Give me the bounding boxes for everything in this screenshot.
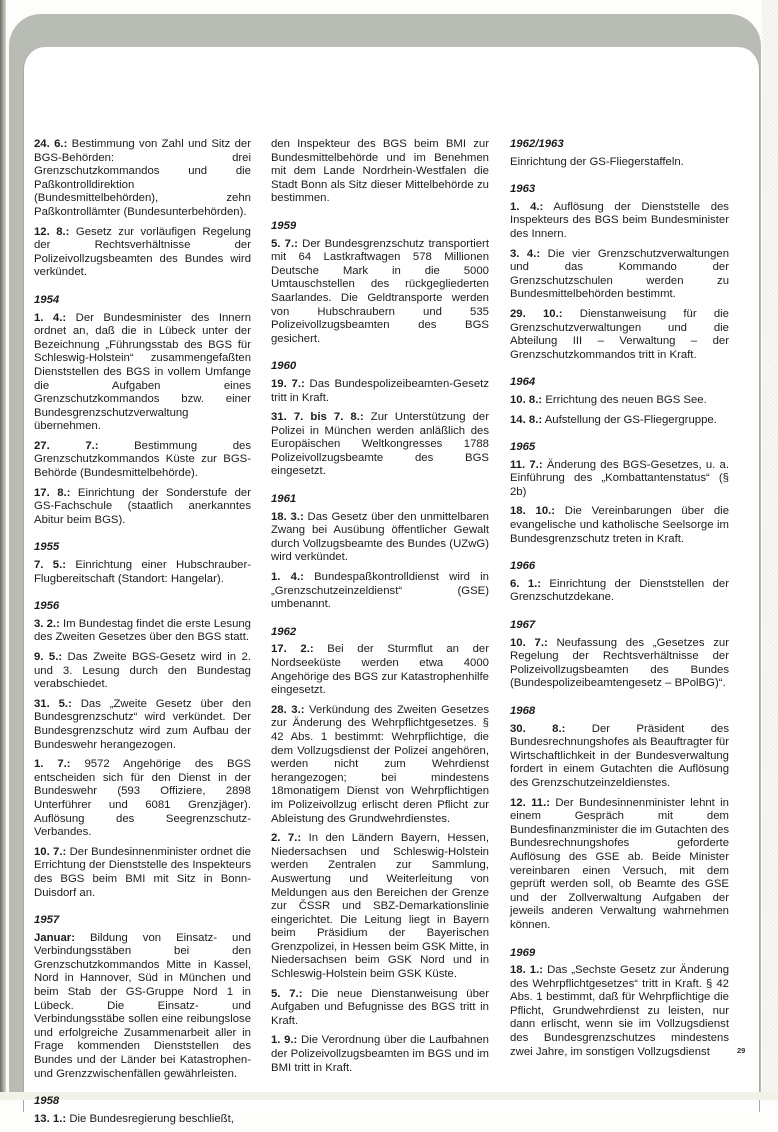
- entry-date: 18. 3.:: [271, 510, 304, 523]
- year-heading: 1964: [510, 376, 536, 389]
- entry-text: Das Bundespolizeibeamten-Gesetz tritt in Kraft.: [271, 377, 489, 404]
- entry-date: 31. 7. bis 7. 8.:: [271, 411, 364, 424]
- entry-date: 1. 4.:: [34, 311, 67, 324]
- entry-text: Auflösung der Dienststelle des Inspekteurs des BGS beim Bundesminister des Innern.: [510, 200, 729, 240]
- timeline-entry: [510, 414, 729, 428]
- year-heading: 1955: [34, 541, 60, 554]
- entry-text: Die Vereinbarungen über die evangelische und katholische Seelsorge im Bundesgrenzschutz treten in Kraft.: [510, 505, 729, 545]
- entry-text: Das „Sechste Gesetz zur Änderung des Wehrpflichtgesetzes“ tritt in Kraft. § 42 Abs. 1 bestimmt, daß für Wehrpflichtige die Pflicht, Grundwehrdienst zu leisten, nur dann erlischt, wenn sie im Vollzugsdienst des Bundesgrenzschutzes mindestens zwei Jahre, im sonstigen Vollzugsdienst: [510, 964, 729, 1058]
- year-heading: 1963: [510, 183, 536, 196]
- entry-date: 28. 3.:: [271, 703, 305, 716]
- entry-text: Die vier Grenzschutzverwaltungen und das Kommando der Grenzschutzschulen werden zu Bundesmittelbehörden bestimmt.: [510, 247, 730, 301]
- year-heading: 1965: [510, 441, 536, 454]
- entry-date: 31. 5.:: [34, 697, 72, 710]
- year-heading: 1966: [510, 560, 536, 573]
- entry-date: 17. 2.:: [271, 643, 314, 656]
- entry-text: Gesetz zur vorläufigen Regelung der Rechtsverhältnisse der Polizeivollzugsbeamten des Bundes wird verkündet.: [34, 225, 251, 279]
- timeline-entry: [510, 394, 729, 408]
- timeline-entry: [271, 378, 489, 405]
- timeline-entry: [271, 704, 489, 826]
- timeline-entry: [271, 988, 489, 1029]
- year-heading: 1968: [510, 705, 536, 717]
- entry-date: 1. 7.:: [34, 758, 71, 771]
- timeline-entry: [510, 578, 729, 605]
- entry-date: 10. 7.:: [510, 636, 548, 649]
- timeline-entry: [510, 797, 729, 933]
- entry-date: 24. 6.:: [34, 138, 68, 150]
- entry-text: Einrichtung der Sonderstufe der GS-Fachschule (staatlich anerkanntes Abitur beim BGS).: [34, 486, 251, 526]
- entry-text: 9572 Angehörige des BGS entscheiden sich für den Dienst in der Bundeswehr (593 Offiziere, 2898 Unterführer und 6081 Grenzjäger). Auflösung des Seegrenzschutz-Verbandes.: [34, 758, 251, 839]
- entry-text: In den Ländern Bayern, Hessen, Niedersachsen und Schleswig-Holstein werden Zentralen zur Sammlung, Auswertung und Weiterleitung von Meldungen aus den Bereichen der Grenze zur ČSSR und SBZ-Demarkationslinie eingerichtet. Die Leitung liegt in Bayern beim Präsidium der Bayerischen Grenzpolizei, in Hessen beim GSK Mitte, in Niedersachsen beim GSK Nord und in Schleswig-Holstein beim GSK Küste.: [271, 832, 490, 981]
- timeline-entry: [271, 1034, 489, 1075]
- entry-date: 18. 1.:: [510, 964, 544, 977]
- timeline-entry: [34, 312, 251, 434]
- timeline-entry: [34, 932, 251, 1082]
- entry-date: 17. 8.:: [34, 486, 71, 499]
- timeline-entry: [34, 758, 251, 840]
- entry-text: Einrichtung der Dienststellen der Grenzschutzdekane.: [510, 577, 729, 604]
- timeline-entry: [34, 846, 251, 900]
- timeline-entry: [510, 723, 729, 791]
- entry-text: Die Bundesregierung beschließt,: [66, 1112, 234, 1125]
- entry-text: Die neue Dienstanweisung über Aufgaben und Befugnisse des BGS tritt in Kraft.: [271, 987, 489, 1027]
- timeline-entry: [34, 226, 251, 280]
- timeline-entry: [34, 138, 251, 220]
- entry-text: Neufassung des „Gesetzes zur Regelung der Rechtsverhältnisse der Polizeivollzugsbeamten des Bundes (Bundespolizeibeamtengesetz – BPolBG)“.: [510, 636, 729, 690]
- entry-date: 29. 10.:: [510, 307, 563, 320]
- timeline-entry: [34, 487, 251, 528]
- timeline-entry: [271, 571, 489, 612]
- entry-date: 9. 5.:: [34, 651, 63, 663]
- page-binding-edge: [0, 0, 6, 1100]
- entry-date: 11. 7.:: [510, 458, 543, 471]
- year-heading: 1961: [271, 493, 297, 506]
- entry-date: 10. 7.:: [34, 845, 67, 858]
- entry-text: Bundespaßkontrolldienst wird in „Grenzschutzeinzeldienst“ (GSE) umbenannt.: [271, 571, 489, 611]
- timeline-entry: [510, 459, 729, 500]
- year-heading: 1962/1963: [510, 138, 564, 150]
- timeline-entry: [510, 637, 729, 691]
- year-heading: 1958: [34, 1095, 60, 1108]
- year-heading: 1960: [271, 360, 297, 373]
- year-heading: 1954: [34, 293, 60, 306]
- entry-text: Der Bundesinnenminister lehnt in einem Gespräch mit dem Bundesfinanzminister die im Gutachten des Bundesrechnungshofes geforderte Auflösung des GSE ab. Beide Minister vereinbaren einen Versuch, mit dem geprüft werden soll, ob Beamte des GSE und der Zollverwaltung Aufgaben der jeweils anderen Verwaltung wahrnehmen können.: [510, 796, 729, 931]
- timeline-entry: [34, 698, 251, 752]
- entry-text: Bei der Sturmflut an der Nordseeküste werden etwa 4000 Angehörige des BGS zur Katastrophenhilfe eingesetzt.: [271, 643, 489, 697]
- timeline-entry: [271, 832, 489, 982]
- timeline-entry: [510, 248, 729, 302]
- timeline-entry: [271, 411, 489, 479]
- timeline-entry: [510, 201, 729, 242]
- entry-date: 10. 8.:: [510, 393, 543, 406]
- entry-text: Die Verordnung über die Laufbahnen der Polizeivollzugsbeamten im BGS und im BMI tritt in Kraft.: [271, 1034, 489, 1074]
- timeline-entry: [271, 511, 489, 565]
- year-heading: 1959: [271, 219, 297, 232]
- page-number: 29: [737, 1046, 746, 1055]
- entry-date: 1. 4.:: [510, 200, 544, 213]
- year-heading: 1956: [34, 600, 60, 613]
- entry-text: Änderung des BGS-Gesetzes, u. a. Einführung des „Kombattantenstatus“ (§ 2b): [510, 458, 729, 498]
- entry-text: Dienstanweisung für die Grenzschutzverwaltungen und die Abteilung III – Verwaltung – der Grenzschutzkommandos tritt in Kraft.: [510, 307, 729, 361]
- entry-date: 30. 8.:: [510, 722, 566, 735]
- year-heading: 1969: [510, 946, 536, 959]
- entry-date: 3. 2.:: [34, 617, 60, 630]
- timeline-entry: [34, 559, 251, 586]
- year-heading: 1967: [510, 619, 536, 632]
- timeline-entry: [34, 651, 251, 692]
- entry-text: Zur Unterstützung der Polizei in München werden anläßlich des Europäischen Weltkongresses 1788 Polizeivollzugsbeamte des BGS eingesetzt.: [271, 411, 489, 478]
- adjacent-page-edge: [762, 0, 778, 1100]
- entry-text: den Inspekteur des BGS beim BMI zur Bundesmittelbehörde und im Benehmen mit dem Lande Nordrhein-Westfalen die Stadt Bonn als Sitz dieser Mittelbehörde zu bestimmen.: [271, 138, 489, 205]
- entry-date: Januar:: [34, 931, 75, 944]
- entry-text: Der Bundesminister des Innern ordnet an, daß die in Lübeck unter der Bezeichnung „Führungsstab des BGS für Schleswig-Holstein“ zusammengefaßten Dienststellen des BGS in vollem Umfange die Aufgaben eines Grenzschutzkommandos bzw. einer Bundesgrenzschutzverwaltung übernehmen.: [34, 311, 251, 433]
- timeline-entry: [34, 618, 251, 645]
- year-heading: 1957: [34, 914, 60, 927]
- entry-text: Das Gesetz über den unmittelbaren Zwang bei Ausübung öffentlicher Gewalt durch Vollzugsbeamte des Bundes (UZwG) wird verkündet.: [271, 510, 489, 564]
- entry-text: Verkündung des Zweiten Gesetzes zur Änderung des Wehrpflichtgesetzes. § 42 Abs. 1 bestimmt: Wehrpflichtige, die dem Vollzugsdienst der Polizei angehören, werden nicht zum Wehrdienst herangezogen; bei mindestens 18monatigem Dienst von Wehrpflichtigen im Polizeivollzug erlischt deren Pflicht zur Ableistung des Grundwehrdienstes.: [271, 703, 489, 825]
- entry-date: 5. 7.:: [271, 987, 303, 1000]
- column-2: [271, 138, 489, 1081]
- column-3: [510, 138, 729, 1065]
- entry-text: Das Zweite BGS-Gesetz wird in 2. und 3. Lesung durch den Bundestag verabschiedet.: [34, 651, 251, 691]
- entry-date: 1. 4.:: [271, 571, 304, 584]
- column-1: [34, 138, 251, 1132]
- entry-text: Errichtung des neuen BGS See.: [542, 393, 707, 406]
- entry-text: Einrichtung der GS-Fliegerstaffeln.: [510, 155, 684, 168]
- entry-text: Das „Zweite Gesetz über den Bundesgrenzschutz“ wird verkündet. Der Bundesgrenzschutz wird zum Aufbau der Bundeswehr herangezogen.: [34, 697, 251, 751]
- year-heading: 1962: [271, 625, 297, 638]
- entry-text: Bildung von Einsatz- und Verbindungsstäben bei den Grenzschutzkommandos Mitte in Kassel, Nord in Hannover, Süd in München und beim Stab der GS-Gruppe Nord 1 in Lübeck. Die Einsatz- und Verbindungsstäbe sollen eine reibungslose und erfolgreiche Zusammenarbeit aller in Frage kommenden Dienststellen des Bundes und der Länder bei Katastrophen- und Grenzzwischenfällen gewährleisten.: [34, 931, 251, 1080]
- timeline-entry: [510, 505, 729, 546]
- entry-text: Der Bundesgrenzschutz transportiert mit 64 Lastkraftwagen 578 Millionen Deutsche Mark in die 5000 Umtauschstellen des rückgegliederten Saarlandes. Die Geldtransporte werden von Hubschraubern und 535 Polizeivollzugsbeamten des BGS gesichert.: [271, 237, 489, 345]
- timeline-entry: [510, 156, 729, 170]
- entry-date: 27. 7.:: [34, 439, 99, 452]
- entry-date: 5. 7.:: [271, 237, 298, 250]
- entry-date: 12. 11.:: [510, 796, 551, 809]
- entry-date: 13. 1.:: [34, 1112, 67, 1125]
- timeline-entry: [34, 1113, 251, 1127]
- entry-date: 14. 8.:: [510, 413, 543, 426]
- timeline-entry: [271, 238, 489, 347]
- timeline-entry: [510, 964, 729, 1059]
- entry-text: Aufstellung der GS-Fliegergruppe.: [542, 413, 717, 426]
- timeline-entry: [510, 308, 729, 362]
- timeline-entry: [271, 138, 489, 206]
- entry-date: 2. 7.:: [271, 832, 302, 845]
- entry-date: 18. 10.:: [510, 505, 556, 518]
- timeline-entry: [271, 643, 489, 697]
- entry-date: 19. 7.:: [271, 377, 305, 390]
- entry-text: Bestimmung des Grenzschutzkommandos Küste zur BGS-Behörde (Bundesmittelbehörde).: [34, 439, 251, 480]
- entry-date: 3. 4.:: [510, 247, 541, 260]
- timeline-entry: [34, 440, 251, 481]
- entry-date: 7. 5.:: [34, 559, 67, 572]
- entry-date: 12. 8.:: [34, 225, 70, 238]
- entry-text: Im Bundestag findet die erste Lesung des Zweiten Gesetzes über den BGS statt.: [34, 617, 251, 644]
- entry-text: Der Bundesinnenminister ordnet die Errichtung der Dienststelle des Inspekteurs des BGS beim BMI mit Sitz in Bonn-Duisdorf an.: [34, 845, 251, 899]
- entry-text: Der Präsident des Bundesrechnungshofes als Beauftragter für Wirtschaftlichkeit in der Bundesverwaltung fordert in einem Gutachten die Auflösung des Grenzschutzeinzeldienstes.: [510, 722, 729, 789]
- entry-date: 1. 9.:: [271, 1034, 298, 1047]
- entry-text: Bestimmung von Zahl und Sitz der BGS-Behörden: drei Grenzschutzkommandos und die Paßkontrolldirektion (Bundesmittelbehörden), zehn Paßkontrollämter (Bundesunterbehörden).: [34, 138, 251, 218]
- entry-date: 6. 1.:: [510, 577, 542, 590]
- entry-text: Einrichtung einer Hubschrauber-Flugbereitschaft (Standort: Hangelar).: [34, 559, 251, 585]
